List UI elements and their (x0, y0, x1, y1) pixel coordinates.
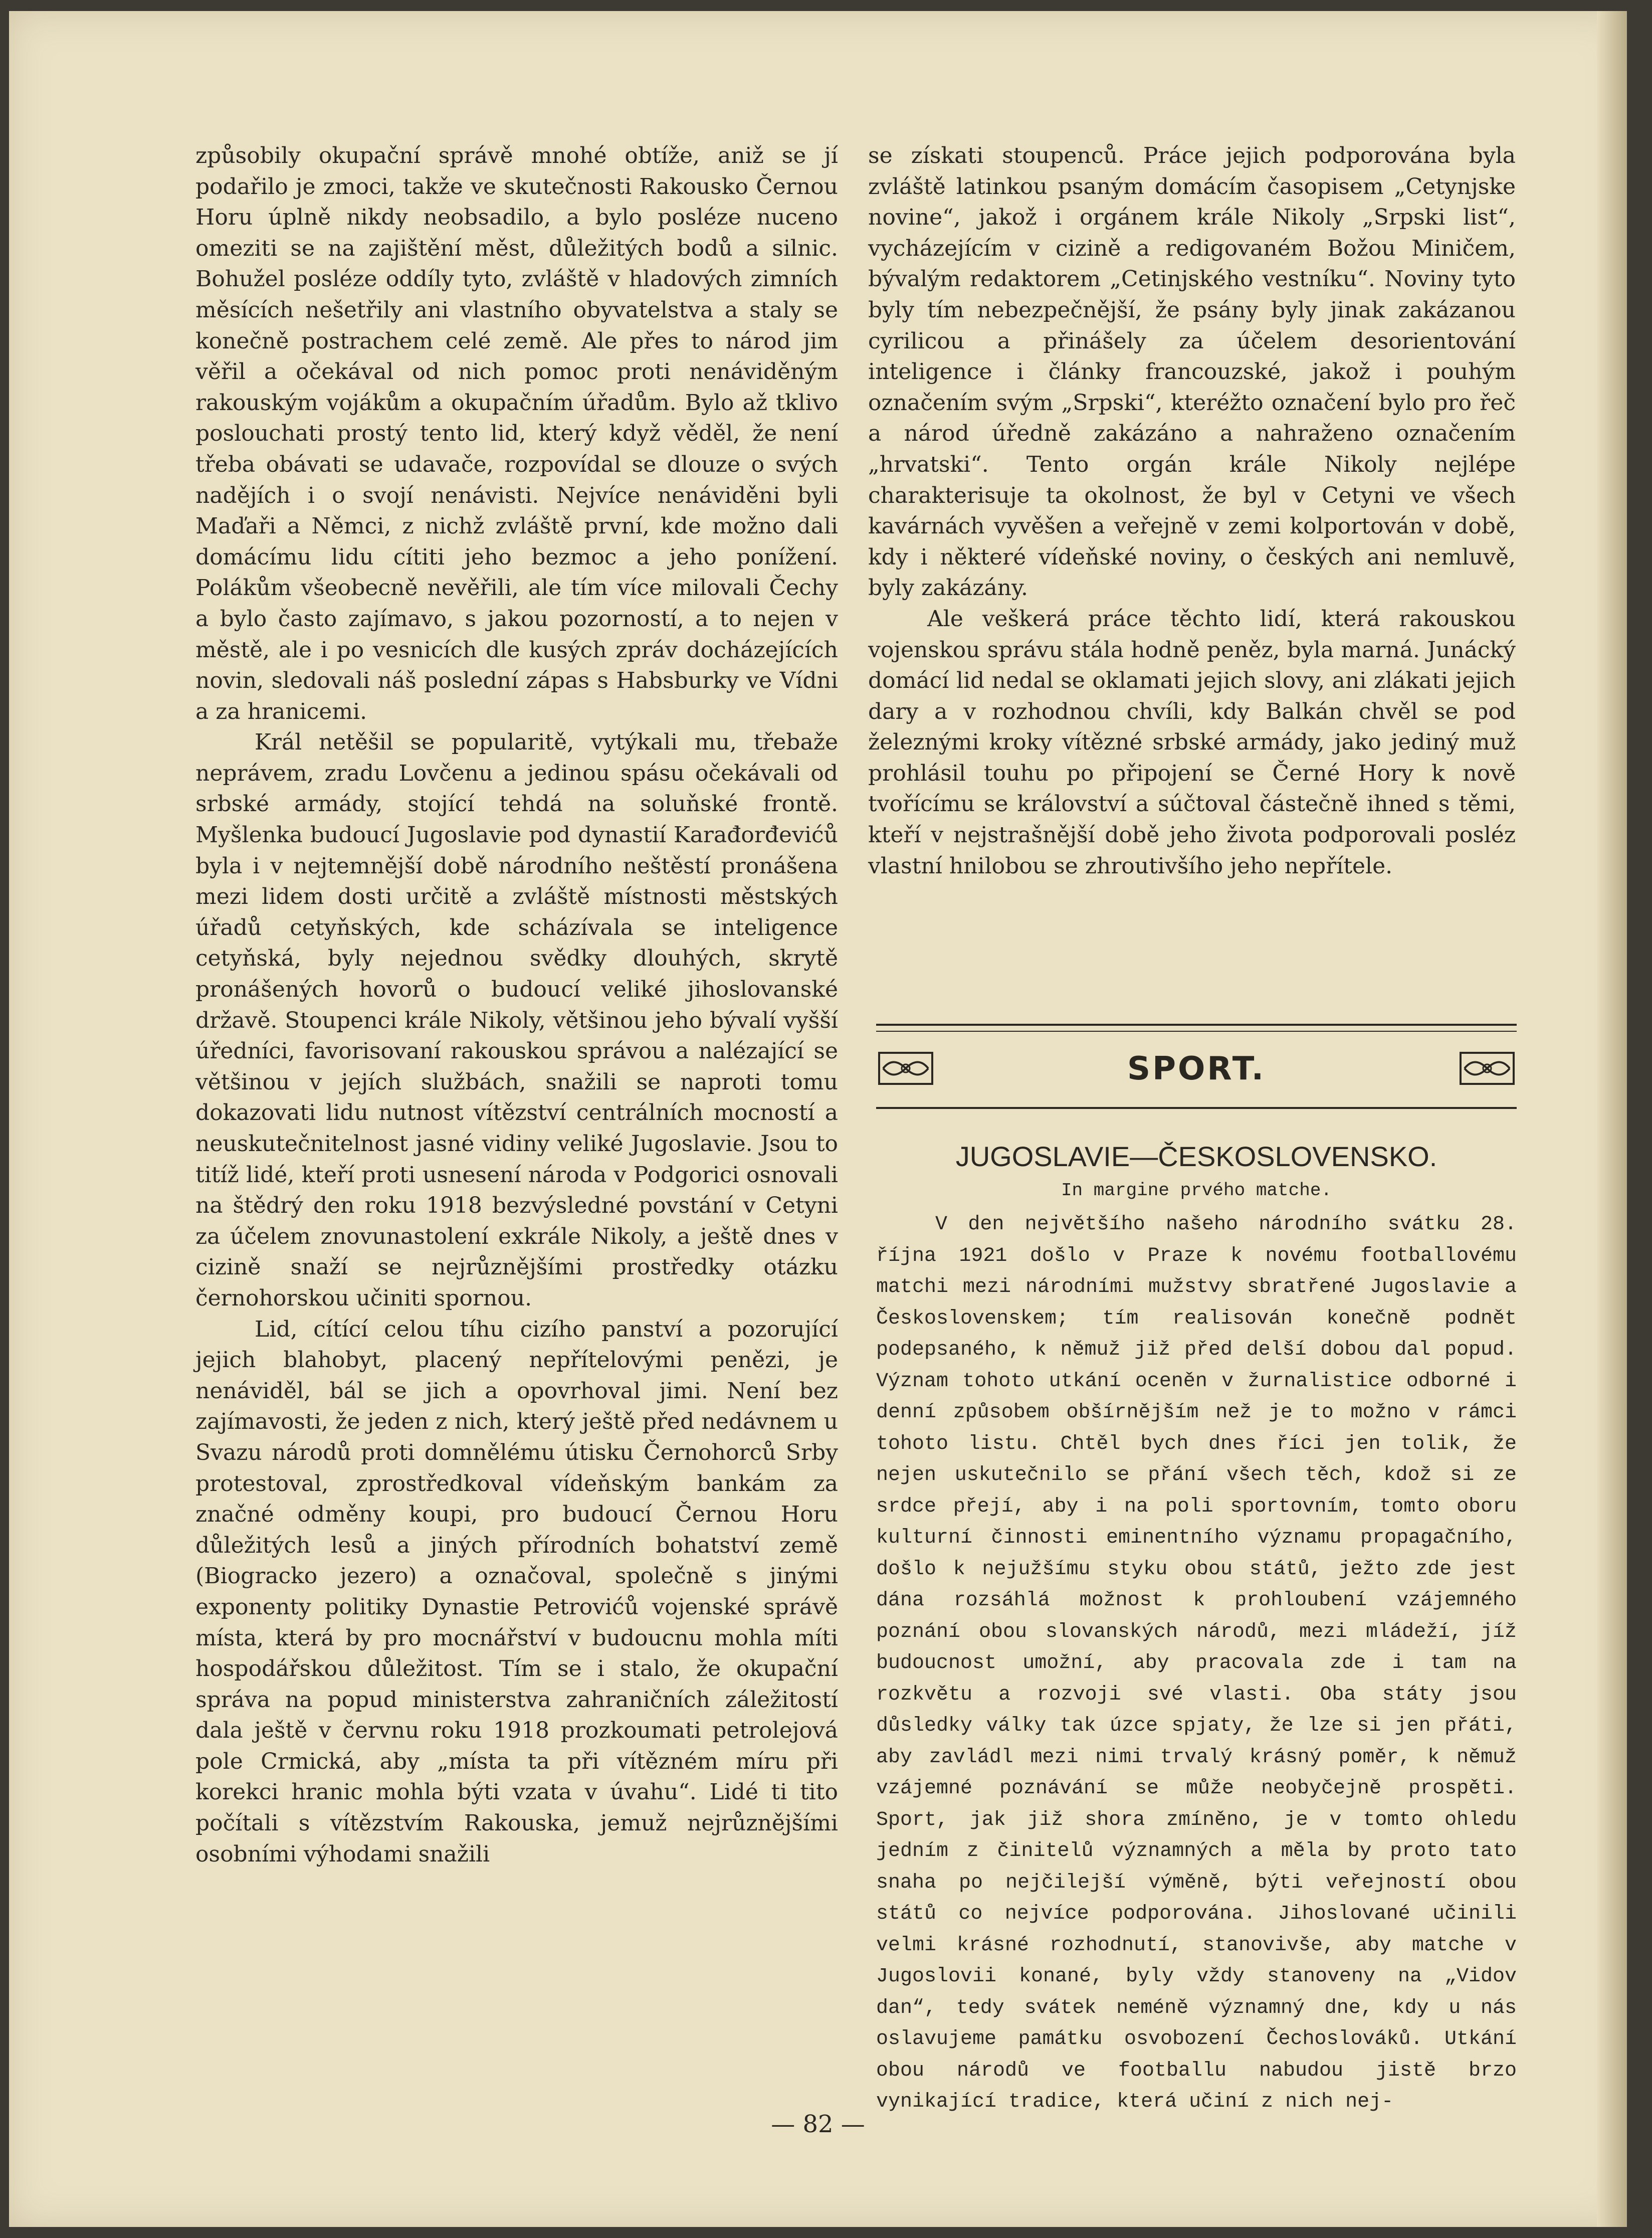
left-column (195, 140, 838, 1870)
article-paragraph: V den největšího našeho národního svátku 28. října 1921 došlo v Praze k novému footballovému matchi mezi národními mužstvy sbratřené Jugoslavie a Československem; tím realisován konečně podnět podepsaného, k němuž již před delší dobou dal popud. Význam tohoto utkání oceněn v žurnalistice odborné i denní způsobem obšírnějším než je to možno v rámci tohoto listu. Chtěl bych dnes říci jen tolik, že nejen uskutečnilo se přání všech těch, kdož si ze srdce přejí, aby i na poli sportovním, tomto oboru kulturní činnosti eminentního významu propagačního, došlo k nejužšímu styku obou států, ježto zde jest dána rozsáhlá možnost k prohloubení vzájemného poznání obou slovanských národů, mezi mládeží, jíž budoucnost umožní, aby pracovala zde i tam na rozkvětu a rozvoji své vlasti. Oba státy jsou důsledky války tak úzce spjaty, že lze si jen přáti, aby zavládl mezi nimi trvalý krásný poměr, k němuž vzájemné poznávání se může neobyčejně prospěti. Sport, jak již shora zmíněno, je v tomto ohledu jedním z činitelů významných a měla by proto tato snaha po nejčilejší výměně, býti veřejností obou států co nejvíce podporována. Jihoslované učinili velmi krásné rozhodnutí, stanovivše, aby matche v Jugoslovii konané, byly vždy stanoveny na „Vidov dan“, tedy svátek neméně významný dne, kdy u nás oslavujeme památku osvobození Čechoslováků. Utkání obou národů ve footballu nabudou jistě brzo vynikající tradice, která učiní z nich nej- (876, 1213, 1517, 2113)
section-rule-top (876, 1024, 1517, 1026)
page-number: — 82 — (771, 2110, 865, 2138)
sport-section-header (876, 1044, 1517, 1094)
section-rule-top-thin (876, 1031, 1517, 1032)
page-spine (1597, 11, 1627, 2227)
left-paragraph-3: Lid, cítící celou tíhu cizího panství a pozorující jejich blahobyt, placený nepřítelovými penězi, je nenáviděl, bál se jich a opovrhoval jimi. Není bez zajímavosti, že jeden z nich, který ještě před nedávnem u Svazu národů proti domnělému útisku Černohorců Srby protestoval, zprostředkoval vídeňským bankám za značné odměny koupi, pro budoucí Černou Horu důležitých lesů a jiných přírodních bohatství země (Biogracko jezero) a označoval, společně s jinými exponenty politiky Dynastie Petrovićů vojenské správě místa, která by pro mocnářství v budoucnu mohla míti hospodářskou důležitost. Tím se i stalo, že okupační správa na popud ministerstva zahraničních záležitostí dala ještě v červnu roku 1918 prozkoumati petrolejová pole Crmická, aby „místa ta při vítězném míru při korekci hranic mohla býti vzata v úvahu“. Lidé ti tito počítali s vítězstvím Rakouska, jemuž nejrůznějšími osobními výhodami snažili (195, 1316, 838, 1867)
article-subtitle: In margine prvého matche. (1061, 1180, 1332, 1201)
article-body (876, 1209, 1517, 2118)
right-column (868, 140, 1516, 881)
article-title: JUGOSLAVIE—ČESKOSLOVENSKO. (955, 1141, 1437, 1172)
sport-section-title: SPORT. (1127, 1050, 1266, 1087)
ornament-right-icon (1460, 1052, 1515, 1085)
right-paragraph-2: Ale veškerá práce těchto lidí, která rakouskou vojenskou správu stála hodně peněz, byla marná. Junácký domácí lid nedal se oklamati jejich slovy, ani zlákati jejich dary a v rozhodnou chvíli, kdy Balkán chvěl se pod železnými kroky vítězné srbské armády, jako jediný muž prohlásil touhu po připojení se Černé Hory k nově tvořícímu se království a súčtoval částečně ihned s těmi, kteří v nejstrašnější době jeho života podporovali posléz vlastní hnilobou se zhroutivšího jeho nepřítele. (868, 606, 1516, 879)
section-rule-bottom (876, 1107, 1517, 1109)
right-paragraph-1: se získati stoupenců. Práce jejich podporována byla zvláště latinkou psaným domácím časopisem „Cetynjske novine“, jakož i orgánem krále Nikoly „Srpski list“, vycházejícím v cizině a redigovaném Božou Miničem, bývalým redaktorem „Cetinjského vestníku“. Noviny tyto byly tím nebezpečnější, že psány byly jinak zakázanou cyrilicou a přinášely za účelem desorientování inteligence i články francouzské, jakož i pouhým označením svým „Srpski“, kteréžto označení bylo pro řeč a národ úředně zakázáno a nahraženo označením „hrvatski“. Tento orgán krále Nikoly nejlépe charakterisuje ta okolnost, že byl v Cetyni ve všech kavárnách vyvěšen a veřejně v zemi kolportován v době, kdy i některé vídeňské noviny, o českých ani nemluvě, byly zakázány. (868, 143, 1516, 601)
page (9, 11, 1627, 2227)
left-paragraph-1: způsobily okupační správě mnohé obtíže, aniž se jí podařilo je zmoci, takže ve skutečnosti Rakousko Černou Horu úplně nikdy neobsadilo, a bylo posléze nuceno omeziti se na zajištění měst, důležitých bodů a silnic. Bohužel posléze oddíly tyto, zvláště v hladových zimních měsících nešetřily ani vlastního obyvatelstva a staly se konečně postrachem celé země. Ale přes to národ jim věřil a očekával od nich pomoc proti nenáviděným rakouským vojákům a okupačním úřadům. Bylo až tklivo poslouchati prostý tento lid, který když věděl, že není třeba obávati se udavače, rozpovídal se dlouze o svých nadějích i o svojí nenávisti. Nejvíce nenáviděni byli Maďaři a Němci, z nichž zvláště první, kde možno dali domácímu lidu cítiti jeho bezmoc a jeho ponížení. Polákům všeobecně nevěřili, ale tím více milovali Čechy a bylo často zajímavo, s jakou pozorností, a to nejen v městě, ale i po vesnicích dle kusých zpráv docházejících novin, sledovali náš poslední zápas s Habsburky ve Vídni a za hranicemi. (195, 143, 838, 724)
left-paragraph-2: Král netěšil se popularitě, vytýkali mu, třebaže neprávem, zradu Lovčenu a jedinou spásu očekávali od srbské armády, stojící tehdá na soluňské frontě. Myšlenka budoucí Jugoslavie pod dynastií Karađorđevićů byla i v nejtemnější době národního neštěstí pronášena mezi lidem dosti určitě a zvláště místnosti městských úřadů cetyňských, kde scházívala se inteligence cetyňská, byly nejednou svědky dlouhých, skrytě pronášených hovorů o budoucí veliké jihoslovanské državě. Stoupenci krále Nikoly, většinou jeho bývalí vyšší úředníci, favorisovaní rakouskou správou a nalézající se většinou v jejích službách, snažili se naproti tomu dokazovati lidu nutnost vítězství centrálních mocností a neuskutečnitelnost jasné vidiny veliké Jugoslavie. Jsou to titíž lidé, kteří proti usnesení národa v Podgorici osnovali na štědrý den roku 1918 bezvýsledné povstání v Cetyni za účelem znovunastolení exkrále Nikoly, a ještě dnes v cizině snaží se nejrůznějšími prostředky otázku černohorskou učiniti spornou. (195, 729, 838, 1311)
